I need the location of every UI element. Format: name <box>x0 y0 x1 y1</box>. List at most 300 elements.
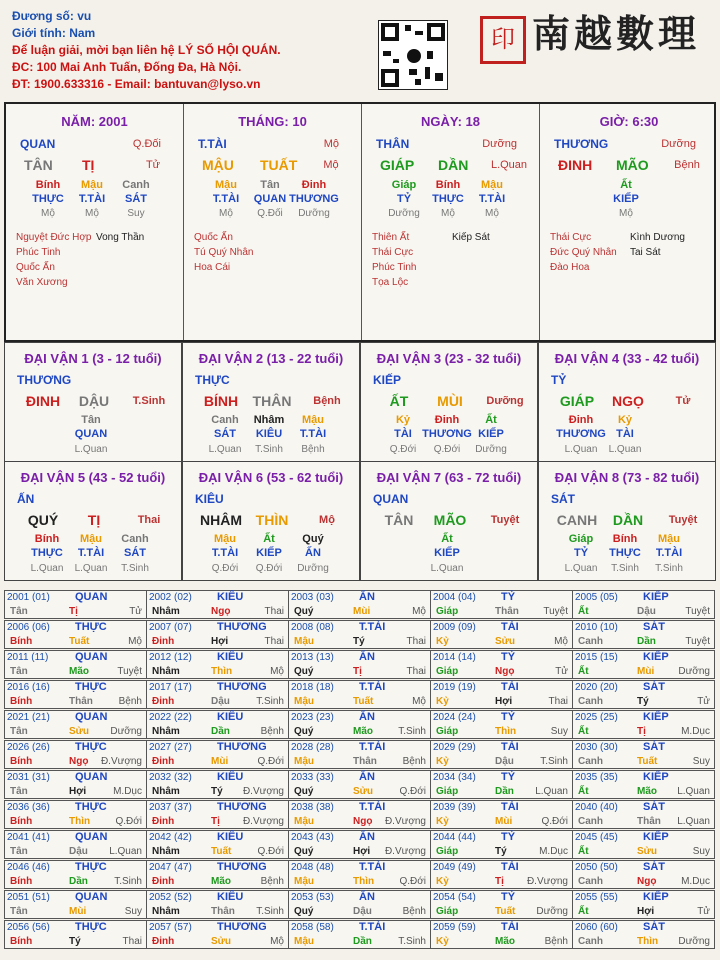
pillar-top-state: Q.Đối <box>132 138 161 150</box>
year-state: Q.Đới <box>399 876 426 887</box>
dai-van-cell <box>360 342 538 462</box>
dv-hidden-can: Ất <box>485 414 497 426</box>
year-cell[interactable] <box>4 800 147 829</box>
hidden-god: T.TÀI <box>478 193 506 205</box>
dai-van-cell <box>538 461 716 581</box>
year-label: 2025 (25) <box>575 712 618 723</box>
year-can: Đinh <box>152 756 175 767</box>
year-cell[interactable] <box>288 680 431 709</box>
year-state: M.Dục <box>681 726 710 737</box>
dai-van-chi: DẬU <box>78 393 110 409</box>
year-label: 2018 (18) <box>291 682 334 693</box>
year-state: M.Dục <box>681 876 710 887</box>
dai-van-can: BÍNH <box>203 393 239 409</box>
year-label: 2017 (17) <box>149 682 192 693</box>
year-cell[interactable] <box>146 590 289 619</box>
dv-hidden-god: THƯƠNG <box>556 428 606 440</box>
dai-van-can: GIÁP <box>559 393 595 409</box>
year-cell[interactable] <box>430 620 573 649</box>
dv-hidden-state: L.Quan <box>608 444 642 455</box>
year-god: THƯƠNG <box>217 801 267 813</box>
year-god: ẤN <box>359 771 375 783</box>
hidden-can: Ất <box>620 179 632 191</box>
year-label: 2039 (39) <box>433 802 476 813</box>
pillar-top-god: THƯƠNG <box>554 137 609 151</box>
year-cell[interactable] <box>430 590 573 619</box>
year-label: 2030 (30) <box>575 742 618 753</box>
year-god: TỶ <box>501 831 516 843</box>
year-cell[interactable] <box>4 740 147 769</box>
year-chi: Tị <box>211 816 220 827</box>
year-label: 2031 (31) <box>7 772 50 783</box>
year-god: THƯƠNG <box>217 681 267 693</box>
year-god: KIẾP <box>643 651 669 663</box>
year-state: M.Dục <box>113 786 142 797</box>
year-chi: Tuất <box>495 906 516 917</box>
year-cell[interactable] <box>572 890 715 919</box>
star-left: Thái Cực <box>372 247 414 258</box>
year-chi: Mùi <box>353 606 371 617</box>
dv-hidden-god: TÀI <box>394 428 412 440</box>
year-state: Q.Đới <box>257 846 284 857</box>
year-chi: Tị <box>69 606 78 617</box>
year-state: Mộ <box>412 606 426 617</box>
year-can: Ất <box>578 906 589 917</box>
year-label: 2003 (03) <box>291 592 334 603</box>
year-cell[interactable] <box>572 800 715 829</box>
year-can: Đinh <box>152 816 175 827</box>
year-can: Canh <box>578 816 603 827</box>
year-cell[interactable] <box>288 860 431 889</box>
year-god: QUAN <box>75 771 108 783</box>
year-cell[interactable] <box>288 800 431 829</box>
year-label: 2008 (08) <box>291 622 334 633</box>
year-chi: Tý <box>495 846 507 857</box>
year-cell[interactable] <box>572 770 715 799</box>
year-cell[interactable] <box>430 830 573 859</box>
star-left: Nguyệt Đức Hợp <box>16 232 92 243</box>
year-can: Bính <box>10 816 33 827</box>
year-label: 2059 (59) <box>433 922 476 933</box>
dai-van-cell <box>182 342 360 462</box>
year-cell[interactable] <box>430 890 573 919</box>
year-can: Kỷ <box>436 756 449 767</box>
year-god: ẤN <box>359 591 375 603</box>
year-cell[interactable] <box>4 620 147 649</box>
dai-van-can: TÂN <box>384 512 414 528</box>
dv-hidden-can: Giáp <box>568 533 594 545</box>
hidden-state: Mộ <box>619 208 633 219</box>
year-chi: Thìn <box>69 816 91 827</box>
hidden-state: Q.Đối <box>257 208 283 219</box>
star-left: Tọa Lộc <box>372 277 409 288</box>
year-chi: Mùi <box>69 906 87 917</box>
year-chi: Thân <box>637 816 661 827</box>
year-god: KIẾP <box>643 591 669 603</box>
year-chi: Tị <box>637 726 646 737</box>
dv-hidden-god: TÀI <box>616 428 634 440</box>
hidden-god: THỰC <box>432 193 464 205</box>
year-cell[interactable] <box>146 860 289 889</box>
year-can: Đinh <box>152 936 175 947</box>
year-state: Bệnh <box>544 936 568 947</box>
star-left: Tú Quý Nhân <box>194 247 254 258</box>
year-label: 2046 (46) <box>7 862 50 873</box>
year-label: 2038 (38) <box>291 802 334 813</box>
dai-van-state: Tuyệt <box>490 514 520 526</box>
dai-van-chi: MÃO <box>433 512 467 528</box>
year-can: Kỷ <box>436 936 449 947</box>
dai-van-title: ĐẠI VẬN 5 (43 - 52 tuổi) <box>20 470 166 485</box>
year-label: 2005 (05) <box>575 592 618 603</box>
dai-van-title: ĐẠI VẬN 7 (63 - 72 tuổi) <box>376 470 522 485</box>
pillar-can: MẬU <box>202 157 234 173</box>
hidden-state: Dưỡng <box>298 208 330 219</box>
year-state: Thai <box>264 636 284 647</box>
year-cell[interactable] <box>288 620 431 649</box>
dv-hidden-state: Q.Đới <box>211 563 239 574</box>
year-can: Đinh <box>152 876 175 887</box>
year-chi: Tuất <box>637 756 658 767</box>
pillar-title: NGÀY: 18 <box>421 114 480 129</box>
year-label: 2001 (01) <box>7 592 50 603</box>
year-cell[interactable] <box>4 650 147 679</box>
dv-hidden-god: KIẾP <box>256 547 282 559</box>
year-label: 2043 (43) <box>291 832 334 843</box>
dv-hidden-can: Bính <box>34 533 60 545</box>
pillar-top-state: Dưỡng <box>661 138 696 150</box>
year-chi: Hợi <box>637 906 655 917</box>
year-label: 2023 (23) <box>291 712 334 723</box>
year-cell[interactable] <box>4 890 147 919</box>
year-state: T.Sinh <box>256 696 284 707</box>
hidden-god: SÁT <box>125 193 147 205</box>
dv-hidden-state: Q.Đới <box>433 444 461 455</box>
hidden-can: Tân <box>260 179 280 191</box>
year-can: Giáp <box>436 606 459 617</box>
hidden-state: Mộ <box>85 208 99 219</box>
year-label: 2041 (41) <box>7 832 50 843</box>
year-chi: Ngọ <box>495 666 515 677</box>
brand-char: 理 <box>658 11 701 56</box>
year-chi: Dậu <box>69 846 88 857</box>
year-label: 2021 (21) <box>7 712 50 723</box>
year-can: Canh <box>578 936 603 947</box>
year-cell[interactable] <box>146 680 289 709</box>
year-cell[interactable] <box>572 860 715 889</box>
year-cell[interactable] <box>572 920 715 949</box>
year-state: T.Sinh <box>540 756 568 767</box>
star-left: Văn Xương <box>16 277 68 288</box>
dai-van-title: ĐẠI VẬN 2 (13 - 22 tuổi) <box>198 351 344 366</box>
year-cell[interactable] <box>4 590 147 619</box>
dai-van-cell <box>4 461 182 581</box>
dv-hidden-state: L.Quan <box>74 444 108 455</box>
year-chi: Dậu <box>495 756 514 767</box>
year-chi: Ngọ <box>69 756 89 767</box>
dv-hidden-state: Dưỡng <box>297 563 329 574</box>
year-cell[interactable] <box>572 740 715 769</box>
year-state: Q.Đới <box>541 816 568 827</box>
year-state: Suy <box>692 846 710 857</box>
year-can: Mậu <box>294 936 314 947</box>
year-god: KIÊU <box>217 831 244 843</box>
year-cell[interactable] <box>288 740 431 769</box>
dv-hidden-god: THỰC <box>609 547 641 559</box>
year-cell[interactable] <box>572 680 715 709</box>
year-god: TỶ <box>501 651 516 663</box>
pillar-column <box>6 104 184 340</box>
year-state: Thai <box>406 666 426 677</box>
year-state: Suy <box>550 726 568 737</box>
year-chi: Dậu <box>353 906 372 917</box>
hidden-god: QUAN <box>253 193 287 205</box>
year-cell[interactable] <box>288 710 431 739</box>
dv-hidden-god: KIÊU <box>255 428 283 440</box>
dv-hidden-god: SÁT <box>214 428 236 440</box>
year-state: Đ.Vượng <box>384 816 426 827</box>
year-cell[interactable] <box>4 770 147 799</box>
year-label: 2022 (22) <box>149 712 192 723</box>
year-state: Tuyệt <box>685 606 710 617</box>
year-can: Mậu <box>294 696 314 707</box>
year-can: Giáp <box>436 786 459 797</box>
year-god: TỶ <box>501 891 516 903</box>
dai-van-state: Mộ <box>319 514 335 526</box>
dv-hidden-can: Mậu <box>214 533 236 545</box>
year-cell[interactable] <box>572 830 715 859</box>
dv-hidden-god: KIẾP <box>478 428 504 440</box>
year-cell[interactable] <box>430 860 573 889</box>
year-god: THỰC <box>75 801 107 813</box>
year-label: 2009 (09) <box>433 622 476 633</box>
year-can: Kỷ <box>436 816 449 827</box>
year-god: KIÊU <box>217 891 244 903</box>
year-chi: Mão <box>495 936 515 947</box>
year-state: Tuyệt <box>543 606 568 617</box>
year-state: Dưỡng <box>536 906 568 917</box>
year-god: THƯƠNG <box>217 621 267 633</box>
year-chi: Dậu <box>637 606 656 617</box>
year-cell[interactable] <box>146 830 289 859</box>
seal-stamp-icon: 印 <box>480 16 526 64</box>
year-can: Giáp <box>436 846 459 857</box>
year-chi: Tý <box>69 936 81 947</box>
year-state: Thai <box>406 636 426 647</box>
hidden-god: THƯƠNG <box>289 193 339 205</box>
dv-hidden-god: KIẾP <box>434 547 460 559</box>
year-chi: Hợi <box>495 696 513 707</box>
year-cell[interactable] <box>430 650 573 679</box>
year-cell[interactable] <box>572 710 715 739</box>
year-cell[interactable] <box>430 920 573 949</box>
hidden-can: Canh <box>122 179 150 191</box>
year-cell[interactable] <box>430 740 573 769</box>
year-cell[interactable] <box>146 920 289 949</box>
year-cell[interactable] <box>430 800 573 829</box>
star-right: Kình Dương <box>630 232 685 243</box>
year-state: Thai <box>548 696 568 707</box>
year-cell[interactable] <box>288 770 431 799</box>
year-can: Tân <box>10 606 28 617</box>
year-label: 2048 (48) <box>291 862 334 873</box>
year-god: SÁT <box>643 801 665 813</box>
year-cell[interactable] <box>146 650 289 679</box>
year-state: Dưỡng <box>678 936 710 947</box>
year-label: 2040 (40) <box>575 802 618 813</box>
year-state: Tử <box>697 696 710 707</box>
dai-van-title: ĐẠI VẬN 1 (3 - 12 tuổi) <box>24 351 162 366</box>
year-god: TÀI <box>501 801 519 813</box>
dai-van-title: ĐẠI VẬN 6 (53 - 62 tuổi) <box>198 470 344 485</box>
year-state: Đ.Vượng <box>526 876 568 887</box>
year-chi: Sửu <box>495 636 516 647</box>
dv-hidden-state: L.Quan <box>564 444 598 455</box>
year-god: T.TÀI <box>359 801 386 813</box>
year-can: Kỷ <box>436 636 449 647</box>
dai-van-cell <box>4 342 182 462</box>
star-left: Thiên Ất <box>372 232 410 243</box>
year-can: Quý <box>294 846 314 857</box>
dai-van-cell <box>360 461 538 581</box>
year-label: 2002 (02) <box>149 592 192 603</box>
year-state: Tuyệt <box>685 636 710 647</box>
four-pillars-box <box>4 102 716 342</box>
year-cell[interactable] <box>146 800 289 829</box>
year-chi: Sửu <box>353 786 374 797</box>
year-cell[interactable] <box>430 710 573 739</box>
dai-van-top-god: THỰC <box>195 373 230 387</box>
year-can: Mậu <box>294 636 314 647</box>
year-cell[interactable] <box>572 620 715 649</box>
dai-van-can: QUÝ <box>27 512 59 528</box>
dai-van-state: Thai <box>137 514 161 526</box>
year-chi: Thìn <box>211 666 233 677</box>
pillar-column <box>362 104 540 340</box>
year-god: SÁT <box>643 621 665 633</box>
year-can: Nhâm <box>152 786 180 797</box>
year-cell[interactable] <box>572 590 715 619</box>
year-chi: Thân <box>211 906 235 917</box>
year-god: ẤN <box>359 711 375 723</box>
year-can: Ất <box>578 606 589 617</box>
year-can: Canh <box>578 756 603 767</box>
pillar-chi: MÃO <box>616 157 649 173</box>
year-can: Tân <box>10 726 28 737</box>
year-cell[interactable] <box>430 770 573 799</box>
year-can: Canh <box>578 876 603 887</box>
year-state: Mộ <box>554 636 568 647</box>
year-state: T.Sinh <box>256 906 284 917</box>
year-label: 2055 (55) <box>575 892 618 903</box>
address: ĐC: 100 Mai Anh Tuấn, Đống Đa, Hà Nội. <box>12 60 242 74</box>
year-god: T.TÀI <box>359 921 386 933</box>
year-god: KIÊU <box>217 591 244 603</box>
dai-van-state: Tuyệt <box>668 514 698 526</box>
year-chi: Hợi <box>69 786 87 797</box>
year-cell[interactable] <box>146 740 289 769</box>
year-state: Bệnh <box>402 906 426 917</box>
year-can: Đinh <box>152 636 175 647</box>
hidden-god: THỰC <box>32 193 64 205</box>
dv-hidden-god: THỰC <box>31 547 63 559</box>
year-cell[interactable] <box>572 650 715 679</box>
dai-van-title: ĐẠI VẬN 3 (23 - 32 tuổi) <box>376 351 522 366</box>
year-state: L.Quan <box>677 786 710 797</box>
dai-van-chi: MÙI <box>437 393 463 409</box>
dv-hidden-state: Dưỡng <box>475 444 507 455</box>
year-cell[interactable] <box>288 590 431 619</box>
year-label: 2051 (51) <box>7 892 50 903</box>
year-chi: Thân <box>495 606 519 617</box>
year-can: Ất <box>578 666 589 677</box>
star-left: Phúc Tinh <box>16 247 61 258</box>
dai-van-state: T.Sinh <box>132 395 166 407</box>
year-god: ẤN <box>359 651 375 663</box>
year-cell[interactable] <box>4 680 147 709</box>
dv-hidden-can: Canh <box>121 533 149 545</box>
year-cell[interactable] <box>4 830 147 859</box>
year-state: Mộ <box>128 636 142 647</box>
pillar-column <box>540 104 718 340</box>
dv-hidden-state: L.Quan <box>208 444 242 455</box>
year-god: THỰC <box>75 921 107 933</box>
year-cell[interactable] <box>4 920 147 949</box>
year-god: TÀI <box>501 621 519 633</box>
year-god: QUAN <box>75 591 108 603</box>
year-label: 2052 (52) <box>149 892 192 903</box>
year-cell[interactable] <box>146 770 289 799</box>
year-state: Thai <box>264 606 284 617</box>
year-chi: Ngọ <box>637 876 657 887</box>
year-cell[interactable] <box>4 860 147 889</box>
year-label: 2049 (49) <box>433 862 476 873</box>
pillar-column <box>184 104 362 340</box>
year-cell[interactable] <box>430 680 573 709</box>
year-cell[interactable] <box>146 710 289 739</box>
year-cell[interactable] <box>288 830 431 859</box>
pillar-top-god: THÂN <box>376 137 410 151</box>
year-cell[interactable] <box>288 920 431 949</box>
year-chi: Dần <box>495 786 514 797</box>
year-cell[interactable] <box>4 710 147 739</box>
brand-char: 數 <box>616 11 659 56</box>
year-label: 2047 (47) <box>149 862 192 873</box>
year-state: Mộ <box>270 936 284 947</box>
year-chi: Tuất <box>211 846 232 857</box>
qr-code-icon[interactable] <box>378 20 448 90</box>
year-chi: Tý <box>637 696 649 707</box>
year-cell[interactable] <box>146 890 289 919</box>
dv-hidden-god: SÁT <box>124 547 146 559</box>
year-god: KIẾP <box>643 711 669 723</box>
dv-hidden-state: T.Sinh <box>121 563 149 574</box>
year-label: 2014 (14) <box>433 652 476 663</box>
hidden-can: Mậu <box>81 179 103 191</box>
year-cell[interactable] <box>288 890 431 919</box>
year-cell[interactable] <box>288 650 431 679</box>
year-state: Đ.Vượng <box>384 846 426 857</box>
year-label: 2004 (04) <box>433 592 476 603</box>
year-chi: Thân <box>69 696 93 707</box>
hidden-can: Giáp <box>391 179 417 191</box>
year-god: THƯƠNG <box>217 921 267 933</box>
year-state: Thai <box>122 936 142 947</box>
year-label: 2036 (36) <box>7 802 50 813</box>
year-god: SÁT <box>643 861 665 873</box>
star-left: Hoa Cái <box>194 262 231 273</box>
year-cell[interactable] <box>146 620 289 649</box>
